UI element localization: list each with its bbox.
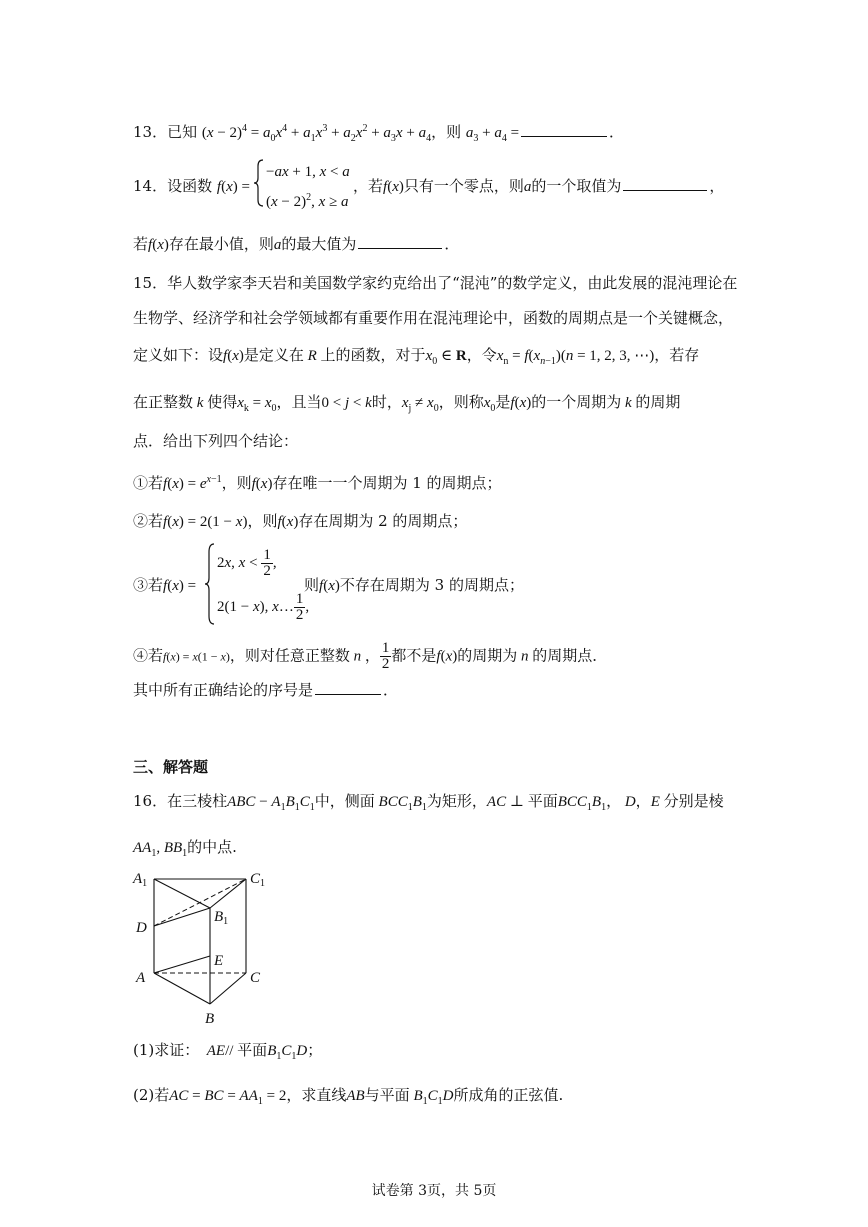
- question-16-part-2: (2)若AC = BC = $AA_1 = 2$，求直线AB与平面 $B_1C_1D$所成角的正弦值.: [133, 1086, 564, 1107]
- label-c: C: [250, 970, 261, 986]
- conclusion-4: ④若f(x) = x(1 − x)，则对任意正整数 n ， $\frac{1}{2}$ 都不是f(x)的周期为 n 的周期点．: [133, 640, 608, 672]
- conclusion-2: ②若f(x) = 2(1 − x)，则f(x)存在周期为 2 的周期点；: [133, 512, 468, 530]
- prism-figure: [130, 864, 280, 1029]
- question-16-line-2: $AA_1$, $BB_1$的中点.: [133, 838, 237, 859]
- answer-blank-15: [315, 680, 381, 695]
- q14-case-2: $(x - 2)^2$, x ≥ a: [266, 192, 349, 210]
- question-14: 14．设函数 f(x) =: [133, 177, 250, 195]
- question-15-final: 其中所有正确结论的序号是 ．: [133, 681, 399, 699]
- question-15-line-5: 点．给出下列四个结论：: [133, 432, 299, 450]
- label-b1: $B_1$: [214, 909, 229, 927]
- section-heading: 三、解答题: [133, 758, 209, 776]
- answer-blank-14b: [358, 234, 442, 249]
- answer-blank-14a: [623, 176, 707, 191]
- conclusion-1: ①若$f(x) = e^{x-1}$，则f(x)存在唯一一个周期为 1 的周期点；: [133, 474, 502, 492]
- segment-db1: [154, 908, 210, 926]
- conclusion-3-case-2: 2(1 − x), x… $\frac{1}{2}$ ,: [217, 591, 310, 623]
- q14-brace: [252, 158, 266, 208]
- edge-b1c1: [210, 879, 246, 908]
- conclusion-3-case-1: 2x, x < $\frac{1}{2}$ ,: [217, 547, 277, 579]
- q14-case-1: −ax + 1, x < a: [266, 164, 350, 180]
- edge-a1b1: [154, 879, 210, 908]
- label-b: B: [205, 1011, 215, 1027]
- q13-equation: $(x - 2)^4 = a_0x^4 + a_1x^3 + a_2x^2 + a_3x + a_4$: [201, 123, 432, 144]
- edge-bc: [210, 973, 246, 1004]
- question-16-line-1: 16．在三棱柱ABC − $A_1B_1C_1$中，侧面 $BCC_1B_1$为矩形，AC ⊥ 平面$BCC_1B_1$， D，E 分别是棱: [133, 792, 724, 813]
- conclusion-3-brace: [203, 542, 217, 626]
- answer-blank-13: [521, 122, 607, 137]
- page-footer: 试卷第 3页，共 5页: [371, 1183, 497, 1199]
- question-13: 13．已知 $(x - 2)^4 = a_0x^4 + a_1x^3 + a_2x^2 + a_3x + a_4$，则 $a_3 + a_4$ = ．: [133, 123, 625, 144]
- question-15-line-4: 在正整数 k 使得$x_k = x_0$，且当0 < j < k时，$x_j \ne x_0$，则称$x_0$是f(x)的一个周期为 k 的周期: [133, 393, 681, 414]
- question-15-line-3: 定义如下：设f(x)是定义在 R 上的函数，对于$x_0$ ∈ R，令$x_n = f(x_{n-1})(n = 1$, 2, 3, ⋯)，若存: [133, 346, 700, 367]
- label-c1: $C_1$: [250, 871, 266, 889]
- question-15-line-2: 生物学、经济学和社会学领域都有重要作用在混沌理论中，函数的周期点是一个关键概念，: [133, 309, 734, 327]
- edge-ab: [154, 973, 210, 1004]
- conclusion-3: ③若f(x) =: [133, 576, 197, 594]
- question-16-part-1: (1)求证： AE// 平面$B_1C_1D$；: [133, 1041, 323, 1062]
- label-d: D: [136, 920, 147, 936]
- question-15-line-1: 15．华人数学家李天岩和美国数学家约克给出了“混沌”的数学定义，由此发展的混沌理论在: [133, 274, 738, 292]
- label-e: E: [214, 953, 224, 969]
- label-a1: $A_1$: [133, 871, 148, 889]
- segment-ae: [154, 956, 210, 973]
- label-a: A: [136, 970, 146, 986]
